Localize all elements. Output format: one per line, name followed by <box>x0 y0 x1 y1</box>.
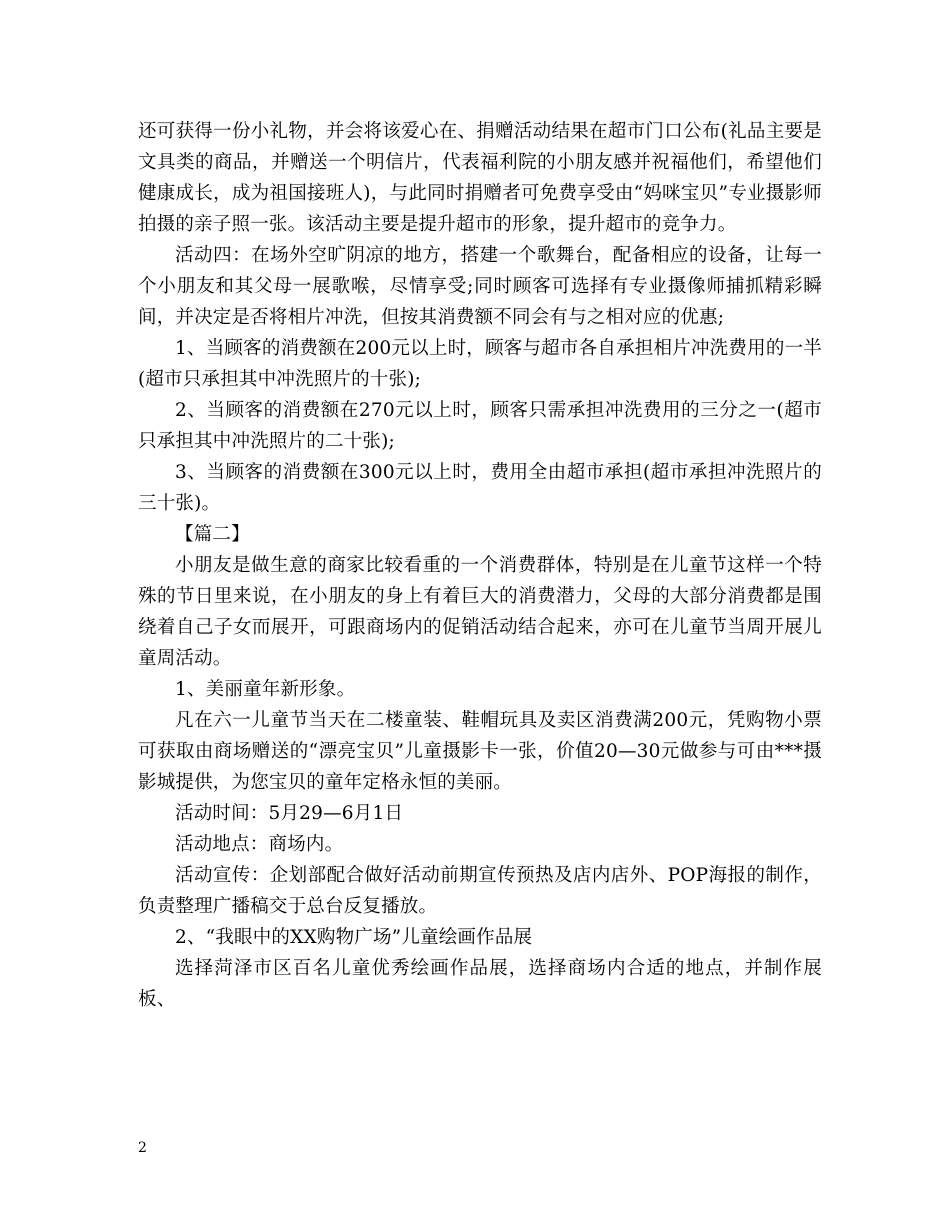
paragraph-exhibition-selection: 选择菏泽市区百名儿童优秀绘画作品展，选择商场内合适的地点，并制作展板、 <box>138 958 822 1010</box>
paragraph-children-consumers: 小朋友是做生意的商家比较看重的一个消费群体，特别是在儿童节这样一个特殊的节日里来说，在小朋友的身上有着巨大的消费潜力，父母的大部分消费都是围绕着自己子女而展开，可跟商场内的促销活动结合起来，亦可在儿童节当周开展儿童周活动。 <box>138 555 822 669</box>
paragraph-photo-card-offer: 凡在六一儿童节当天在二楼童装、鞋帽玩具及卖区消费满200元，凭购物小票可获取由商场赠送的“漂亮宝贝”儿童摄影卡一张，价值20—30元做参与可由***摄影城提供，为您宝贝的童年定格永恒的美丽。 <box>138 710 822 793</box>
paragraph-activity-location: 活动地点：商场内。 <box>175 834 344 855</box>
paragraph-gift-donation: 还可获得一份小礼物，并会将该爱心在、捐赠活动结果在超市门口公布(礼品主要是文具类的商品，并赠送一个明信片，代表福利院的小朋友感并祝福他们，希望他们健康成长，成为祖国接班人)，与此同时捐赠者可免费享受由“妈咪宝贝”专业摄影师拍摄的亲子照一张。该活动主要是提升超市的形象，提升超市的竞争力。 <box>138 121 822 235</box>
list-item-drawing-exhibition: 2、“我眼中的XX购物广场”儿童绘画作品展 <box>175 927 533 948</box>
paragraph-discount-270: 2、当顾客的消费额在270元以上时，顾客只需承担冲洗费用的三分之一(超市只承担其中冲洗照片的二十张); <box>138 400 822 452</box>
paragraph-discount-200: 1、当顾客的消费额在200元以上时，顾客与超市各自承担相片冲洗费用的一半(超市只承担其中冲洗照片的十张); <box>138 338 822 390</box>
paragraph-discount-300: 3、当顾客的消费额在300元以上时，费用全由超市承担(超市承担冲洗照片的三十张)。 <box>138 462 822 514</box>
list-item-beautiful-childhood: 1、美丽童年新形象。 <box>175 679 356 700</box>
paragraph-activity-four: 活动四：在场外空旷阴凉的地方，搭建一个歌舞台，配备相应的设备，让每一个小朋友和其父母一展歌喉，尽情享受;同时顾客可选择有专业摄像师捕抓精彩瞬间，并决定是否将相片冲洗，但按其消费额不同会有与之相对应的优惠; <box>138 245 822 328</box>
page-number: 2 <box>138 1140 147 1156</box>
section-heading-part-two: 【篇二】 <box>175 524 250 545</box>
paragraph-activity-time: 活动时间：5月29—6月1日 <box>175 803 404 824</box>
document-body <box>138 116 822 1015</box>
paragraph-activity-promotion: 活动宣传：企划部配合做好活动前期宣传预热及店内店外、POP海报的制作，负责整理广播稿交于总台反复播放。 <box>138 865 822 917</box>
